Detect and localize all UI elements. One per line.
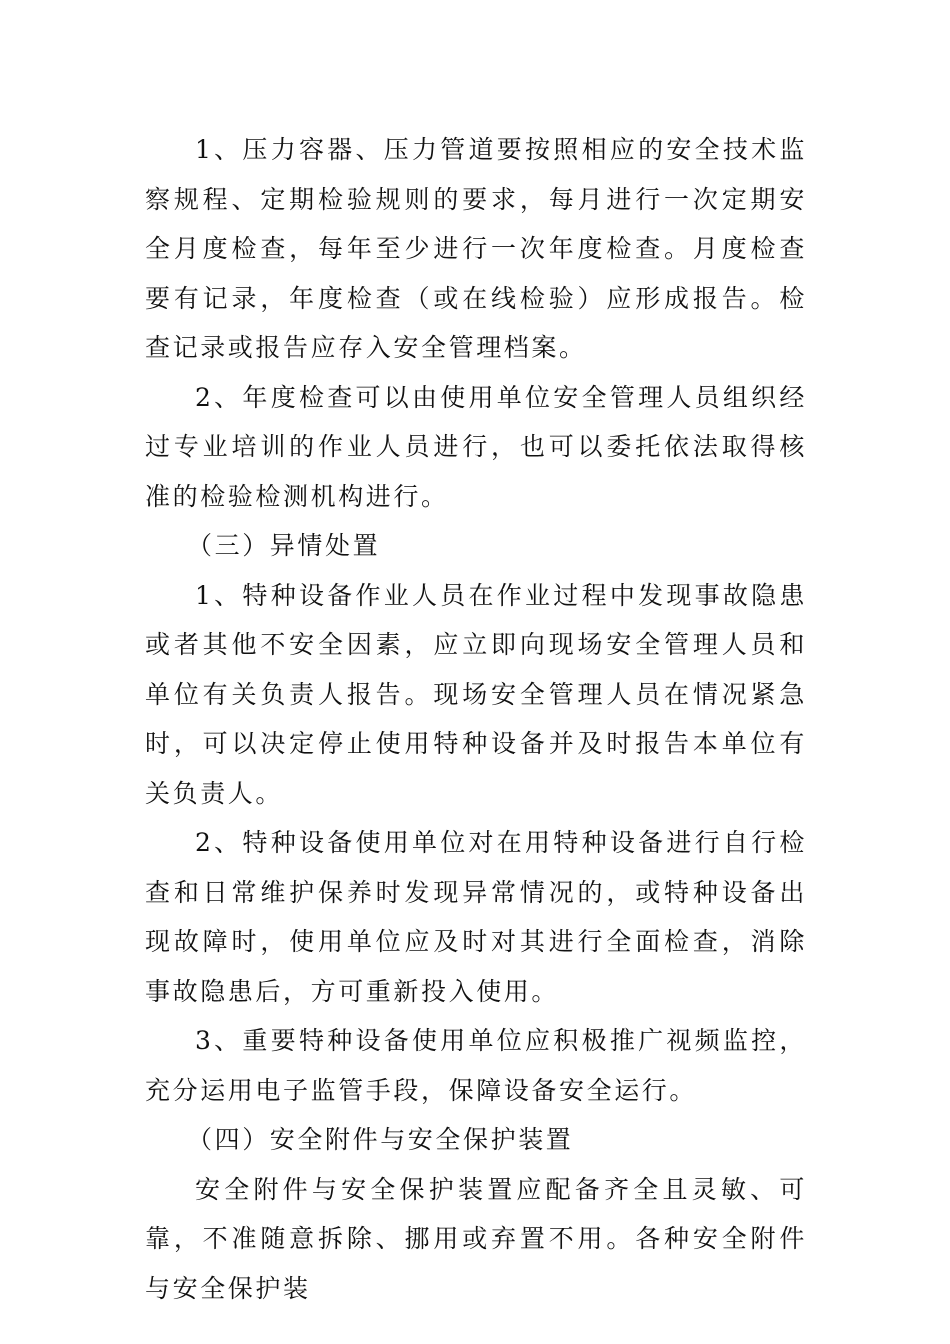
paragraph-video-monitoring: 3、重要特种设备使用单位应积极推广视频监控，充分运用电子监管手段，保障设备安全运行。: [145, 1026, 807, 1105]
paragraph-safety-accessories: 安全附件与安全保护装置应配备齐全且灵敏、可靠，不准随意拆除、挪用或弃置不用。各种安全附件与安全保护装: [145, 1174, 807, 1303]
paragraph-hazard-reporting: 1、特种设备作业人员在作业过程中发现事故隐患或者其他不安全因素，应立即向现场安全管理人员和单位有关负责人报告。现场安全管理人员在情况紧急时，可以决定停止使用特种设备并及时报告本单位有关负责人。: [145, 580, 807, 808]
paragraph-pressure-vessel-inspection: 1、压力容器、压力管道要按照相应的安全技术监察规程、定期检验规则的要求，每月进行一次定期安全月度检查，每年至少进行一次年度检查。月度检查要有记录，年度检查（或在线检验）应形成报告。检查记录或报告应存入安全管理档案。: [145, 135, 807, 362]
paragraph-fault-handling: 2、特种设备使用单位对在用特种设备进行自行检查和日常维护保养时发现异常情况的，或特种设备出现故障时，使用单位应及时对其进行全面检查，消除事故隐患后，方可重新投入使用。: [145, 828, 807, 1006]
section-heading-safety-accessories: （四）安全附件与安全保护装置: [187, 1125, 574, 1154]
paragraph-annual-inspection: 2、年度检查可以由使用单位安全管理人员组织经过专业培训的作业人员进行，也可以委托依法取得核准的检验检测机构进行。: [145, 382, 807, 511]
section-heading-anomaly-handling: （三）异情处置: [187, 531, 381, 560]
document-body: [145, 125, 807, 1313]
